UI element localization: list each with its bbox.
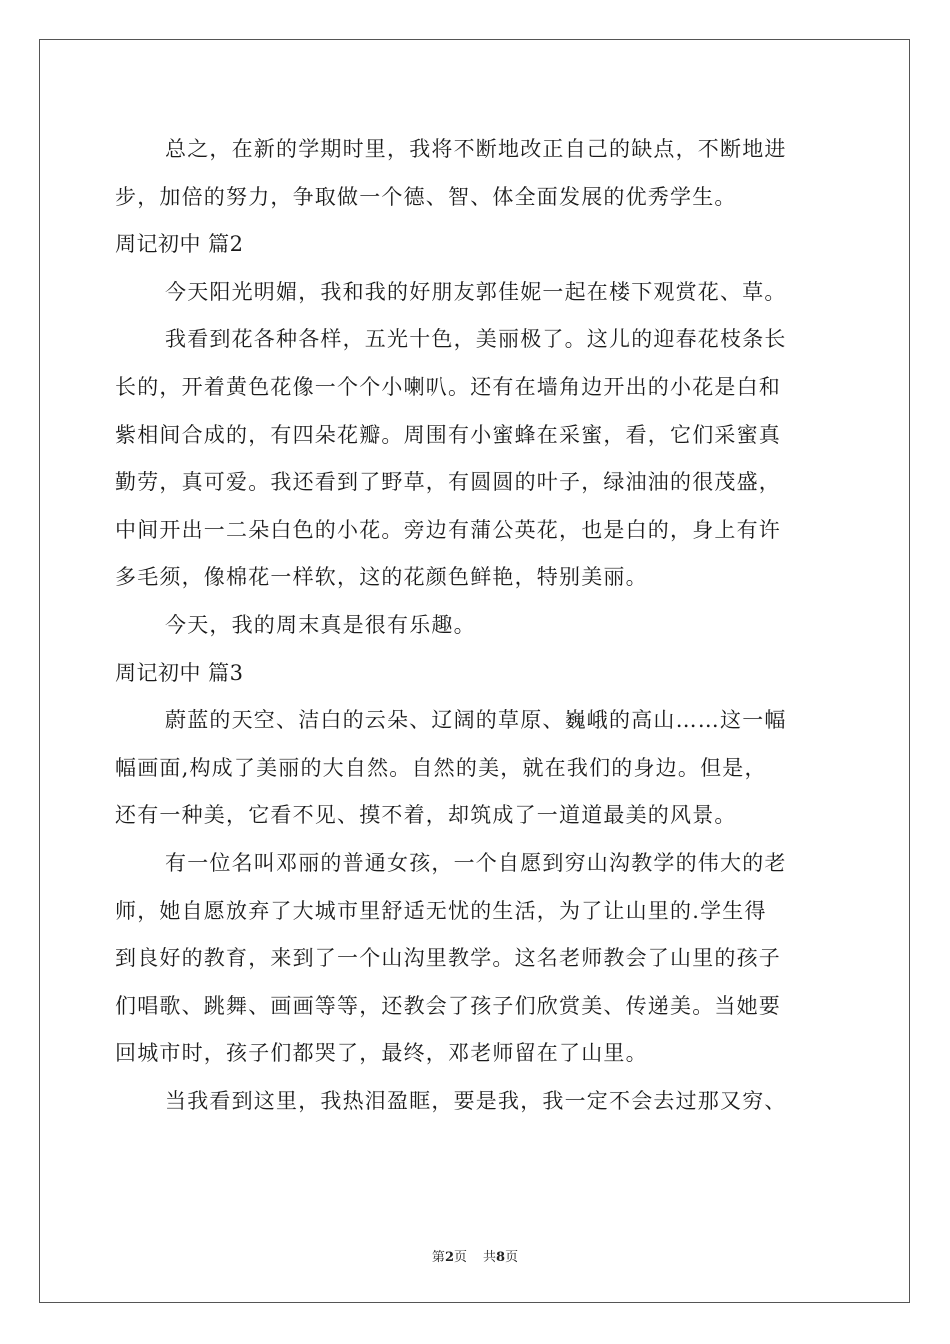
text-line: 长的，开着黄色花像一个个小喇叭。还有在墙角边开出的小花是白和: [115, 374, 781, 399]
text-line: 中间开出一二朵白色的小花。旁边有蒲公英花，也是白的，身上有许: [115, 517, 781, 542]
total-suffix: 页: [505, 1250, 519, 1265]
text-line: 今天，我的周末真是很有乐趣。: [165, 612, 476, 637]
text-line: 到良好的教育，来到了一个山沟里教学。这名老师教会了山里的孩子: [115, 946, 781, 971]
text-line: 当我看到这里，我热泪盈眶，要是我，我一定不会去过那又穷、: [165, 1088, 787, 1113]
page-footer: [0, 1246, 950, 1265]
text-line: 有一位名叫邓丽的普通女孩，一个自愿到穷山沟教学的伟大的老: [165, 850, 787, 875]
text-line: 蔚蓝的天空、洁白的云朵、辽阔的草原、巍峨的高山……这一幅: [165, 708, 787, 733]
document-body: [115, 126, 840, 1125]
total-pages: 8: [496, 1250, 506, 1265]
text-line: 我看到花各种各样，五光十色，美丽极了。这儿的迎春花枝条长: [165, 327, 787, 352]
text-line: 回城市时，孩子们都哭了，最终，邓老师留在了山里。: [115, 1041, 648, 1066]
text-line: 紫相间合成的，有四朵花瓣。周围有小蜜蜂在采蜜，看，它们采蜜真: [115, 422, 781, 447]
text-line: 幅画面,构成了美丽的大自然。自然的美，就在我们的身边。但是，: [115, 755, 767, 780]
text-line: 师，她自愿放弃了大城市里舒适无忧的生活，为了让山里的.学生得: [115, 898, 767, 923]
text-line: 还有一种美，它看不见、摸不着，却筑成了一道道最美的风景。: [115, 803, 737, 828]
page-suffix: 页: [453, 1250, 467, 1265]
text-line: 今天阳光明媚，我和我的好朋友郭佳妮一起在楼下观赏花、草。: [165, 279, 787, 304]
text-line: 勤劳，真可爱。我还看到了野草，有圆圆的叶子，绿油油的很茂盛，: [115, 470, 781, 495]
page-prefix: 第: [431, 1250, 445, 1265]
text-line: 们唱歌、跳舞、画画等等，还教会了孩子们欣赏美、传递美。当她要: [115, 993, 781, 1018]
text-line: 步，加倍的努力，争取做一个德、智、体全面发展的优秀学生。: [115, 184, 737, 209]
page-number: 2: [444, 1250, 454, 1265]
total-prefix: 共: [483, 1250, 497, 1265]
section-heading: 周记初中 篇2: [115, 232, 244, 257]
text-line: 总之，在新的学期时里，我将不断地改正自己的缺点，不断地进: [165, 137, 787, 161]
text-line: 多毛须，像棉花一样软，这的花颜色鲜艳，特别美丽。: [115, 565, 648, 590]
section-heading: 周记初中 篇3: [115, 660, 244, 685]
